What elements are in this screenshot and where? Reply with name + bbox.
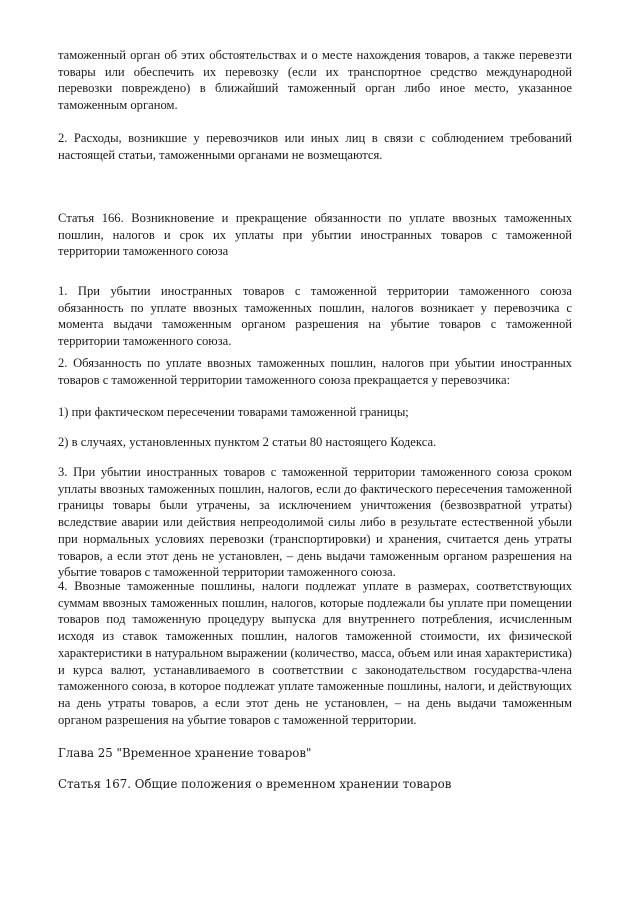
article-167-heading-block — [58, 776, 572, 793]
art166-paragraph-1: 1. При убытии иностранных товаров с таможенной территории таможенного союза обязанность по уплате ввозных таможенных пошлин, налогов возникает у перевозчика с момента выдачи таможенным органом разрешения на убытие товаров с таможенной территории таможенного союза. — [58, 284, 572, 349]
article-166-heading-block — [58, 210, 572, 260]
art166-paragraph-2: 2. Обязанность по уплате ввозных таможенных пошлин, налогов при убытии иностранных товаров с таможенной территории таможенного союза прекращается у перевозчика: — [58, 356, 572, 387]
chapter-25-heading-block — [58, 745, 572, 762]
art166-paragraph-2-item-1: 1) при фактическом пересечении товарами таможенной границы; — [58, 405, 409, 419]
art166-p2-block — [58, 355, 572, 388]
art166-paragraph-3: 3. При убытии иностранных товаров с таможенной территории таможенного союза сроком уплаты ввозных таможенных пошлин, налогов, если до фактического пересечения таможенной границы товары были утрачены, за исключением уничтожения (безвозвратной утраты) вследствие аварии или действия непреодолимой силы либо в результате естественной убыли при нормальных условиях перевозки (транспортировки) и хранения, считается день утраты товаров, а если этот день не установлен, – день выдачи таможенным органом разрешения на убытие товаров с таможенной территории таможенного союза. — [58, 465, 572, 580]
intro-paragraph-block — [58, 47, 572, 114]
art166-item2-block — [58, 434, 572, 451]
intro-paragraph: таможенный орган об этих обстоятельствах и о месте нахождения товаров, а также перевезти товары или обеспечить их перевозку (если их транспортное средство международной перевозки повреждено) в ближайший таможенный орган либо иное место, указанное таможенным органом. — [58, 48, 572, 113]
paragraph-2-block — [58, 130, 572, 163]
chapter-25-title: Глава 25 "Временное хранение товаров" — [58, 746, 312, 760]
art166-paragraph-4: 4. Ввозные таможенные пошлины, налоги подлежат уплате в размерах, соответствующих суммам ввозных таможенных пошлин, налогов, которые подлежали бы уплате при помещении товаров под таможенную процедуру выпуска для внутреннего потребления, исчисленным исходя из ставок таможенных пошлин, налогов таможенной стоимости, их физической характеристики в натуральном выражении (количество, масса, объем или иная характеристика) и курса валют, устанавливаемого в соответствии с законодательством государства-члена таможенного союза, в которое подлежат уплате таможенные пошлины, налоги, и действующих на день утраты товаров, а если этот день не установлен, – на день выдачи таможенным органом разрешения на убытие товаров с таможенной территории. — [58, 579, 572, 727]
article-167-title: Статья 167. Общие положения о временном хранении товаров — [58, 777, 452, 791]
art166-p3-block — [58, 464, 572, 581]
article-166-title: Статья 166. Возникновение и прекращение обязанности по уплате ввозных таможенных пошлин, налогов и срок их уплаты при убытии иностранных товаров с таможенной территории таможенного союза — [58, 211, 572, 259]
paragraph-2-expenses: 2. Расходы, возникшие у перевозчиков или иных лиц в связи с соблюдением требований настоящей статьи, таможенными органами не возмещаются. — [58, 131, 572, 162]
art166-paragraph-2-item-2: 2) в случаях, установленных пунктом 2 статьи 80 настоящего Кодекса. — [58, 435, 437, 449]
art166-item1-block — [58, 404, 572, 421]
art166-p1-block — [58, 283, 572, 350]
art166-p4-block — [58, 578, 572, 728]
